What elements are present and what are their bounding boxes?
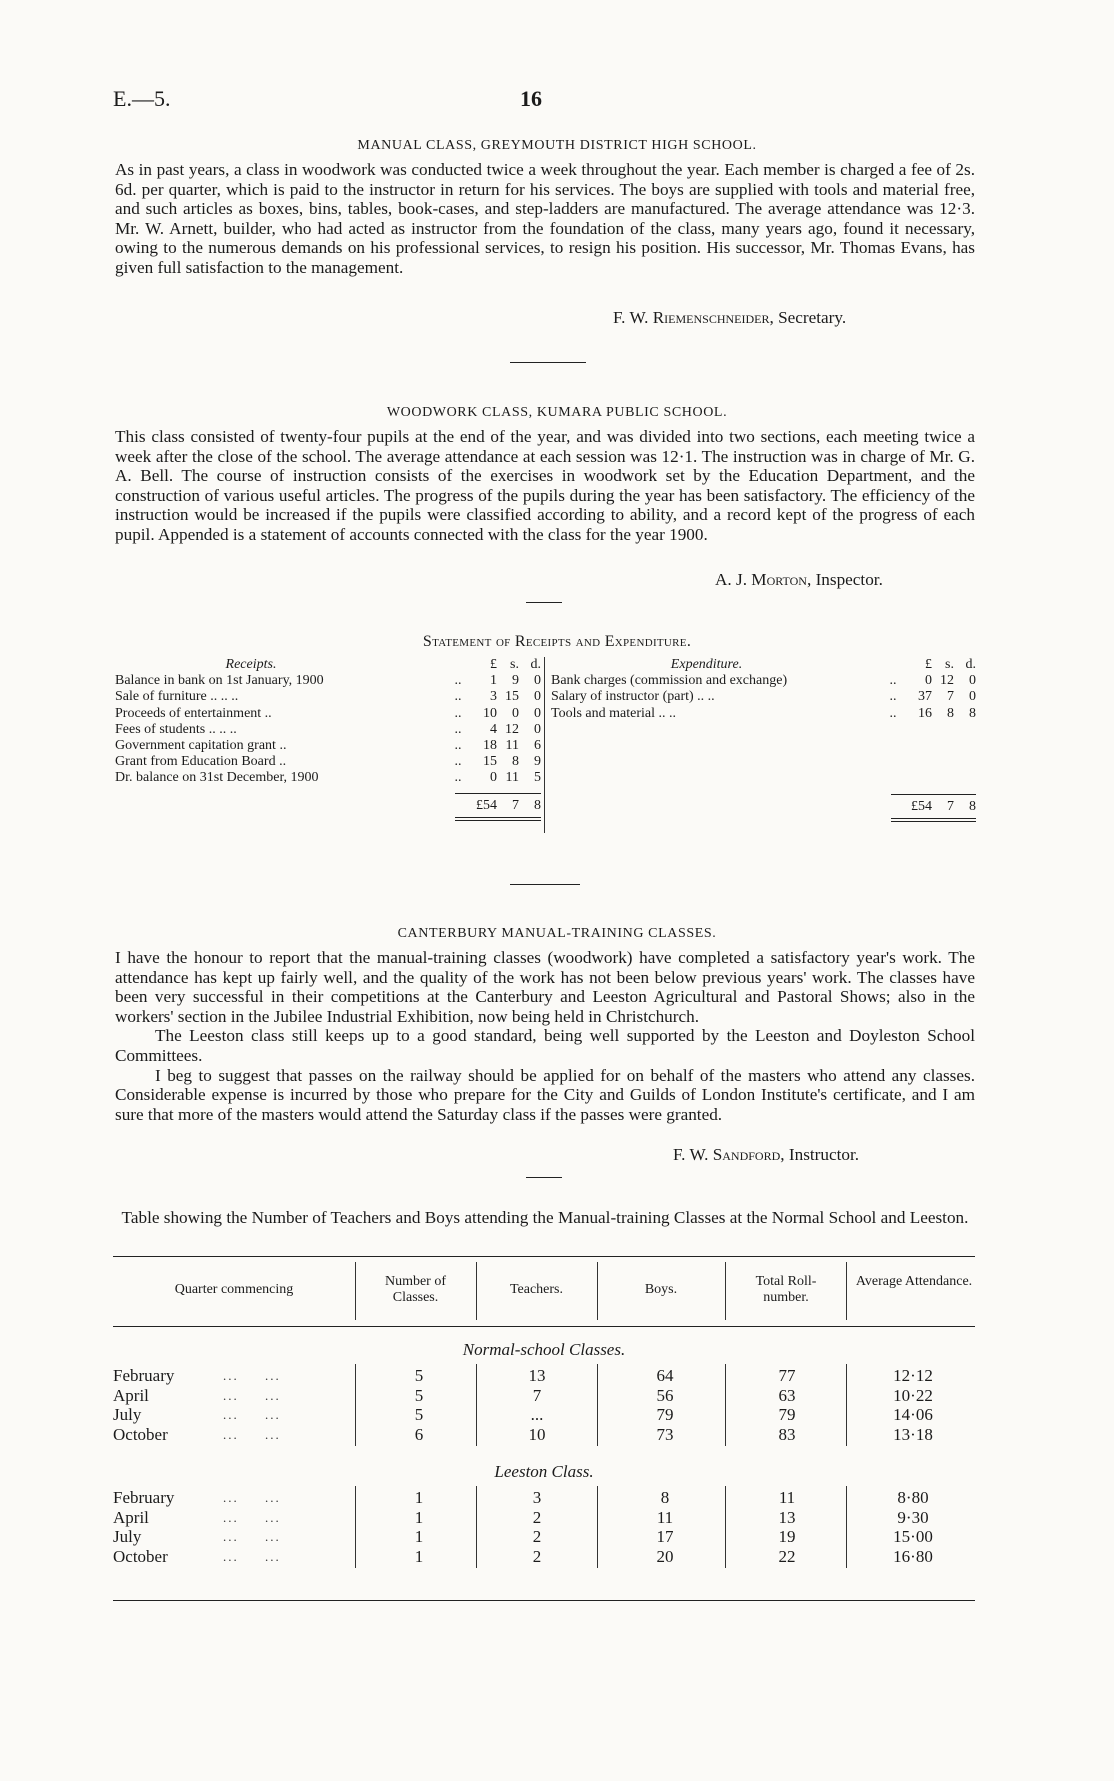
receipts-row <box>115 770 541 786</box>
data-cell: 13 <box>528 1366 546 1385</box>
column-rule <box>476 1364 477 1446</box>
data-cell: 12·12 <box>893 1366 933 1385</box>
expenditure-total-shillings: 7 <box>947 798 954 814</box>
column-rule <box>597 1364 598 1446</box>
leader-dots: ... ... <box>223 1490 281 1505</box>
leader-dots: ... ... <box>223 1548 281 1564</box>
data-cell: 14·06 <box>893 1405 933 1424</box>
receipts-pounds: 1 <box>490 673 497 689</box>
column-rule <box>476 1486 477 1568</box>
leader-dots: .. <box>454 738 462 754</box>
expenditure-pence: 8 <box>969 705 976 721</box>
data-cell: 2 <box>532 1527 542 1546</box>
receipts-pounds: 18 <box>483 738 497 754</box>
data-cell: 64 <box>656 1366 674 1385</box>
expenditure-pence: 0 <box>969 689 976 705</box>
table-section-heading: Leeston Class. <box>494 1462 594 1481</box>
receipts-pence: 0 <box>534 689 541 705</box>
shillings-header: s. <box>510 657 519 672</box>
receipts-row <box>115 738 541 754</box>
leader-dots: .. <box>454 673 462 689</box>
receipts-shillings: 12 <box>505 721 519 737</box>
leader-dots: .. <box>454 689 462 705</box>
pounds-header: £ <box>925 657 932 672</box>
receipts-row <box>115 673 541 689</box>
receipts-total-pence: 8 <box>534 797 541 813</box>
table-top-rule <box>113 1256 975 1257</box>
data-cell: 5 <box>414 1366 424 1385</box>
leader-dots: ... ... <box>223 1529 281 1544</box>
receipts-heading: Receipts. <box>225 657 277 672</box>
data-cell: 77 <box>778 1366 796 1385</box>
signature-role: Secretary. <box>778 308 847 327</box>
receipts-shillings: 11 <box>505 770 519 786</box>
data-cell: ... <box>530 1405 544 1424</box>
receipts-shillings: 0 <box>512 705 519 721</box>
quarter-cell: February <box>113 1366 175 1385</box>
data-cell: 11 <box>656 1507 674 1527</box>
receipts-label: Government capitation grant .. <box>115 738 287 754</box>
data-cell: 2 <box>532 1546 542 1566</box>
shillings-header: s. <box>945 657 954 672</box>
data-cell: 11 <box>778 1488 796 1507</box>
receipts-row <box>115 706 541 722</box>
receipts-pence: 0 <box>534 673 541 689</box>
expenditure-heading: Expenditure. <box>670 657 743 672</box>
pounds-header: £ <box>490 657 497 672</box>
quarter-cell: October <box>113 1424 168 1444</box>
receipts-pence: 0 <box>534 721 541 737</box>
receipts-column <box>115 657 541 821</box>
leader-dots: .. <box>454 754 462 770</box>
greymouth-title: MANUAL CLASS, GREYMOUTH DISTRICT HIGH SCHOOL. <box>357 138 757 153</box>
quarter-cell: July <box>113 1405 142 1424</box>
data-cell: 17 <box>656 1527 674 1546</box>
col-header-quarter: Quarter commencing <box>174 1282 294 1297</box>
data-cell: 2 <box>532 1507 542 1527</box>
data-cell: 13 <box>778 1507 796 1527</box>
data-cell: 56 <box>656 1385 674 1405</box>
leader-dots: .. <box>454 770 462 786</box>
leader-dots: .. <box>889 673 897 689</box>
data-cell: 79 <box>656 1405 674 1424</box>
data-cell: 63 <box>778 1385 796 1405</box>
data-cell: 22 <box>778 1546 796 1566</box>
expenditure-shillings: 12 <box>940 673 954 689</box>
receipts-pence: 5 <box>534 770 541 786</box>
data-cell: 6 <box>414 1424 424 1444</box>
receipts-label: Balance in bank on 1st January, 1900 <box>115 673 324 689</box>
expenditure-total-pounds: £54 <box>911 798 932 814</box>
receipts-row <box>115 722 541 738</box>
receipts-shillings: 15 <box>505 689 519 705</box>
leader-dots: .. <box>454 705 462 721</box>
receipts-total-pounds: £54 <box>476 797 497 813</box>
expenditure-pence: 0 <box>969 673 976 689</box>
data-cell: 1 <box>414 1507 424 1527</box>
kumara-title: WOODWORK CLASS, KUMARA PUBLIC SCHOOL. <box>386 405 728 420</box>
section-divider <box>510 884 580 885</box>
expenditure-pounds: 0 <box>925 673 932 689</box>
expenditure-total-pence: 8 <box>969 798 976 814</box>
receipts-pounds: 15 <box>483 754 497 770</box>
receipts-label: Fees of students .. .. .. <box>115 721 237 737</box>
receipts-label: Sale of furniture .. .. .. <box>115 689 239 705</box>
table-header-rule <box>113 1326 975 1327</box>
statement-title: Statement of Receipts and Expenditure. <box>422 633 692 650</box>
data-cell: 10 <box>528 1424 546 1444</box>
quarter-cell: April <box>113 1385 149 1405</box>
receipts-pounds: 10 <box>483 705 497 721</box>
leader-dots: ... ... <box>223 1509 281 1525</box>
canterbury-signature <box>673 1145 859 1165</box>
receipts-row <box>115 754 541 770</box>
data-cell: 13·18 <box>893 1424 933 1444</box>
receipts-pounds: 4 <box>490 721 497 737</box>
page-number: 16 <box>520 86 542 111</box>
receipts-shillings: 8 <box>512 754 519 770</box>
receipts-pence: 0 <box>534 705 541 721</box>
expenditure-shillings: 8 <box>947 705 954 721</box>
data-cell: 20 <box>656 1546 674 1566</box>
column-rule <box>597 1486 598 1568</box>
quarter-cell: July <box>113 1527 142 1546</box>
data-cell: 5 <box>414 1385 424 1405</box>
pence-header: d. <box>965 657 976 672</box>
section-divider <box>526 1177 562 1178</box>
expenditure-row <box>551 689 976 705</box>
data-cell: 1 <box>414 1488 424 1507</box>
leader-dots: .. <box>889 689 897 705</box>
col-header-average: Average Attendance. <box>855 1274 973 1289</box>
leader-dots: ... ... <box>223 1387 281 1403</box>
col-header-boys: Boys. <box>644 1282 678 1297</box>
data-cell: 16·80 <box>893 1546 933 1566</box>
data-cell: 83 <box>778 1424 796 1444</box>
report-code: E.—5. <box>113 86 171 111</box>
receipts-pounds: 0 <box>490 770 497 786</box>
expenditure-label: Bank charges (commission and exchange) <box>551 673 788 689</box>
receipts-shillings: 9 <box>512 673 519 689</box>
expenditure-row <box>551 673 976 689</box>
receipts-total-shillings: 7 <box>512 797 519 813</box>
col-header-classes: Number of Classes. <box>384 1274 447 1305</box>
pence-header: d. <box>530 657 541 672</box>
data-cell: 9·30 <box>897 1507 929 1527</box>
statement-divider <box>544 657 545 833</box>
section-divider <box>526 602 562 603</box>
data-cell: 8·80 <box>897 1488 929 1507</box>
column-rule <box>355 1486 356 1568</box>
table-bottom-rule <box>113 1600 975 1601</box>
kumara-body: This class consisted of twenty-four pupils at the end of the year, and was divided into two sections, each meeting twice a week after the close of the school. The average attendance at each session was 12·1. The instruction was in charge of Mr. G. A. Bell. The course of instruction consists of the exercises in woodwork set by the Education Department, and the construction of various useful articles. The progress of the pupils during the year has been satisfactory. The efficiency of the instruction would be increased if the pupils were classified according to ability, and a record kept of the progress of each pupil. Appended is a statement of accounts connected with the class for the year 1900. <box>115 427 975 544</box>
receipts-pence: 9 <box>534 754 541 770</box>
col-header-teachers: Teachers. <box>509 1282 564 1297</box>
expenditure-pounds: 16 <box>918 705 932 721</box>
kumara-signature <box>715 570 883 590</box>
receipts-pounds: 3 <box>490 689 497 705</box>
quarter-cell: April <box>113 1507 149 1527</box>
data-cell: 19 <box>778 1527 796 1546</box>
column-rule <box>846 1486 847 1568</box>
paragraph: The Leeston class still keeps up to a good standard, being well supported by the Leeston and Doyleston School Committees. <box>115 1026 975 1065</box>
column-rule <box>725 1364 726 1446</box>
table-caption: Table showing the Number of Teachers and Boys attending the Manual-training Classes at the Normal School and Leeston. <box>121 1208 969 1227</box>
receipts-label: Proceeds of entertainment .. <box>115 705 272 721</box>
leader-dots: .. <box>889 705 897 721</box>
receipts-label: Grant from Education Board .. <box>115 754 287 770</box>
data-cell: 79 <box>778 1405 796 1424</box>
canterbury-title: CANTERBURY MANUAL-TRAINING CLASSES. <box>397 926 717 941</box>
data-cell: 73 <box>656 1424 674 1444</box>
leader-dots: ... ... <box>223 1368 281 1383</box>
data-cell: 8 <box>660 1488 670 1507</box>
column-rule <box>725 1486 726 1568</box>
attendance-table <box>113 1256 975 1606</box>
signature-role: Instructor. <box>788 1145 860 1164</box>
paragraph: I beg to suggest that passes on the railway should be applied for on behalf of the masters who attend any classes. Considerable expense is incurred by those who prepare for the City and Guilds of London Institute's certificate, and I am sure that more of the masters would attend the Saturday class if the passes were granted. <box>115 1065 975 1124</box>
expenditure-shillings: 7 <box>947 689 954 705</box>
expenditure-row <box>551 706 976 722</box>
receipts-pence: 6 <box>534 738 541 754</box>
leader-dots: .. <box>454 721 462 737</box>
col-header-total: Total Roll-number. <box>755 1274 817 1305</box>
canterbury-body <box>115 948 975 1124</box>
expenditure-column <box>551 657 976 822</box>
data-cell: 10·22 <box>893 1385 933 1405</box>
leader-dots: ... ... <box>223 1426 281 1442</box>
receipts-shillings: 11 <box>505 738 519 754</box>
greymouth-body: As in past years, a class in woodwork was conducted twice a week throughout the year. Each member is charged a fee of 2s. 6d. per quarter, which is paid to the instructor in return for his services. The boys are supplied with tools and material free, and such articles as boxes, bins, tables, book-cases, and step-ladders are manufactured. The average attendance was 12·3. Mr. W. Arnett, builder, who had acted as instructor from the foundation of the class, many years ago, found it necessary, owing to the numerous demands on his professional services, to resign his position. His successor, Mr. Thomas Evans, has given full satisfaction to the management. <box>115 160 975 277</box>
greymouth-signature <box>613 308 846 328</box>
data-cell: 1 <box>414 1546 424 1566</box>
data-cell: 5 <box>414 1405 424 1424</box>
signature-name: A. J. Morton, <box>715 570 812 589</box>
quarter-cell: October <box>113 1546 168 1566</box>
paragraph: I have the honour to report that the manual-training classes (woodwork) have completed a satisfactory year's work. The attendance has kept up fairly well, and the quality of the work has not been below previous years' work. The classes have been very successful in their competitions at the Canterbury and Leeston Agricultural and Pastoral Shows; also in the workers' section in the Jubilee Industrial Exhibition, now being held in Christchurch. <box>115 948 975 1026</box>
data-cell: 15·00 <box>893 1527 933 1546</box>
table-section-heading: Normal-school Classes. <box>462 1340 626 1359</box>
receipts-label: Dr. balance on 31st December, 1900 <box>115 770 319 786</box>
expenditure-label: Tools and material .. .. <box>551 705 676 721</box>
expenditure-pounds: 37 <box>918 689 932 705</box>
expenditure-label: Salary of instructor (part) .. .. <box>551 689 715 705</box>
signature-name: F. W. Sandford, <box>673 1145 785 1164</box>
signature-role: Inspector. <box>815 570 883 589</box>
data-cell: 1 <box>414 1527 424 1546</box>
data-cell: 7 <box>532 1385 542 1405</box>
column-rule <box>355 1364 356 1446</box>
signature-name: F. W. Riemenschneider, <box>613 308 774 327</box>
quarter-cell: February <box>113 1488 175 1507</box>
data-cell: 3 <box>532 1488 542 1507</box>
receipts-row <box>115 689 541 705</box>
leader-dots: ... ... <box>223 1407 281 1422</box>
section-divider <box>510 362 586 363</box>
column-rule <box>846 1364 847 1446</box>
